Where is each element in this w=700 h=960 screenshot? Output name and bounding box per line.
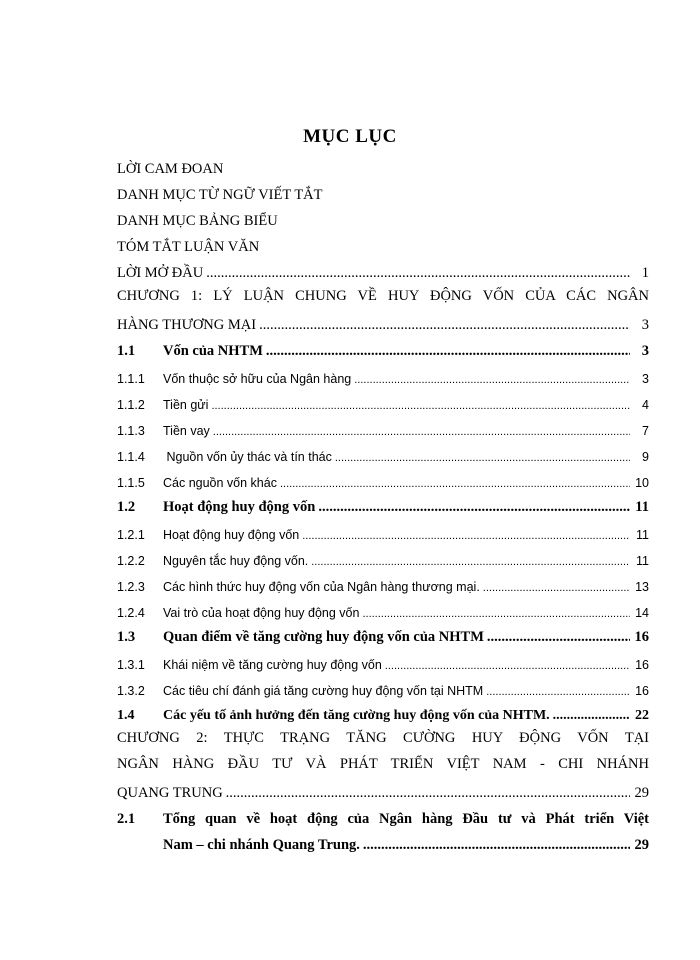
toc-section-1-2[interactable]: 1.2 Hoạt động huy động vốn ..... 11 — [117, 496, 649, 516]
dot-leader — [226, 785, 630, 802]
toc-section-1-4[interactable]: 1.4 Các yếu tố ảnh hưởng đến tăng cường huy động vốn của NHTM. ..... 22 — [117, 704, 649, 724]
dot-leader — [266, 343, 630, 360]
page-number: 13 — [635, 580, 649, 594]
toc-subsection-1-2-1[interactable]: 1.2.1 Hoạt động huy động vốn ..... 11 — [117, 522, 649, 542]
toc-entry-tom-tat[interactable]: TÓM TẮT LUẬN VĂN — [117, 239, 260, 255]
toc-entry-bang-bieu[interactable]: DANH MỤC BẢNG BIỂU — [117, 213, 278, 229]
dot-leader — [335, 450, 630, 464]
toc-subsection-1-2-3[interactable]: 1.2.3 Các hình thức huy động vốn của Ngân hàng thương mại. ..... 13 — [117, 574, 649, 594]
dot-leader — [311, 554, 630, 568]
toc-entry-cam-doan[interactable]: LỜI CAM ĐOAN — [117, 161, 224, 177]
dot-leader — [385, 658, 630, 672]
page-number: 11 — [636, 554, 649, 568]
page-number: 1 — [641, 265, 649, 281]
page-title: MỤC LỤC — [303, 126, 397, 147]
dot-leader — [487, 629, 630, 646]
toc-entry-tu-ngu[interactable]: DANH MỤC TỪ NGỮ VIẾT TẮT — [117, 187, 323, 203]
dot-leader — [211, 398, 630, 412]
page-number: 22 — [635, 708, 649, 723]
dot-leader — [280, 476, 630, 490]
page-number: 7 — [642, 424, 649, 438]
page-number: 16 — [635, 658, 649, 672]
toc-section-2-1-line1[interactable]: 2.1 Tổng quan về hoạt động của Ngân hàng Đầu tư và Phát triển Việt — [117, 811, 649, 827]
toc-subsection-1-2-2[interactable]: 1.2.2 Nguyên tắc huy động vốn. ..... 11 — [117, 548, 649, 568]
toc-subsection-1-3-1[interactable]: 1.3.1 Khái niệm về tăng cường huy động vốn ..... 16 — [117, 652, 649, 672]
dot-leader — [302, 528, 630, 542]
toc-chapter-2[interactable]: QUANG TRUNG ..... 29 — [117, 782, 649, 802]
dot-leader — [259, 317, 630, 334]
toc-subsection-1-1-3[interactable]: 1.1.3 Tiền vay ..... 7 — [117, 418, 649, 438]
toc-subsection-1-2-4[interactable]: 1.2.4 Vai trò của hoạt động huy động vốn ..... 14 — [117, 600, 649, 620]
dot-leader — [318, 499, 630, 516]
page-number: 3 — [641, 317, 649, 333]
toc-chapter-2-line1[interactable]: CHƯƠNG 2: THỰC TRẠNG TĂNG CƯỜNG HUY ĐỘNG VỐN TẠI — [117, 730, 649, 746]
toc-subsection-1-1-2[interactable]: 1.1.2 Tiền gửi ..... 4 — [117, 392, 649, 412]
toc-section-1-1[interactable]: 1.1 Vốn của NHTM ..... 3 — [117, 340, 649, 360]
page-number: 4 — [642, 398, 649, 412]
toc-subsection-1-3-2[interactable]: 1.3.2 Các tiêu chí đánh giá tăng cường huy động vốn tại NHTM ..... 16 — [117, 678, 649, 698]
page-number: 3 — [642, 372, 649, 386]
page-number: 29 — [634, 785, 649, 801]
toc-chapter-2-line2[interactable]: NGÂN HÀNG ĐẦU TƯ VÀ PHÁT TRIỂN VIỆT NAM - CHI NHÁNH — [117, 756, 649, 772]
dot-leader — [553, 708, 630, 724]
page-number: 14 — [635, 606, 649, 620]
toc-entry-intro[interactable]: LỜI MỞ ĐẦU ..... 1 — [117, 262, 649, 282]
page-number: 11 — [636, 528, 649, 542]
page-number: 10 — [635, 476, 649, 490]
dot-leader — [206, 265, 630, 282]
dot-leader — [486, 684, 630, 698]
page-number: 9 — [642, 450, 649, 464]
page-number: 16 — [634, 629, 649, 645]
dot-leader — [483, 580, 630, 594]
toc-subsection-1-1-5[interactable]: 1.1.5 Các nguồn vốn khác ..... 10 — [117, 470, 649, 490]
page-number: 29 — [634, 837, 649, 853]
dot-leader — [213, 424, 630, 438]
page-number: 11 — [635, 499, 649, 515]
dot-leader — [363, 837, 630, 854]
toc-subsection-1-1-4[interactable]: 1.1.4 Nguồn vốn ủy thác và tín thác ..... 9 — [117, 444, 649, 464]
toc-section-2-1[interactable]: Nam – chi nhánh Quang Trung. ..... 29 — [117, 834, 649, 854]
page-number: 16 — [635, 684, 649, 698]
toc-chapter-1-line1[interactable]: CHƯƠNG 1: LÝ LUẬN CHUNG VỀ HUY ĐỘNG VỐN CỦA CÁC NGÂN — [117, 288, 649, 304]
toc-chapter-1[interactable]: HÀNG THƯƠNG MẠI ..... 3 — [117, 314, 649, 334]
toc-subsection-1-1-1[interactable]: 1.1.1 Vốn thuộc sở hữu của Ngân hàng ..... 3 — [117, 366, 649, 386]
dot-leader — [354, 372, 630, 386]
dot-leader — [362, 606, 630, 620]
page-number: 3 — [641, 343, 649, 359]
toc-section-1-3[interactable]: 1.3 Quan điểm về tăng cường huy động vốn của NHTM ..... 16 — [117, 626, 649, 646]
